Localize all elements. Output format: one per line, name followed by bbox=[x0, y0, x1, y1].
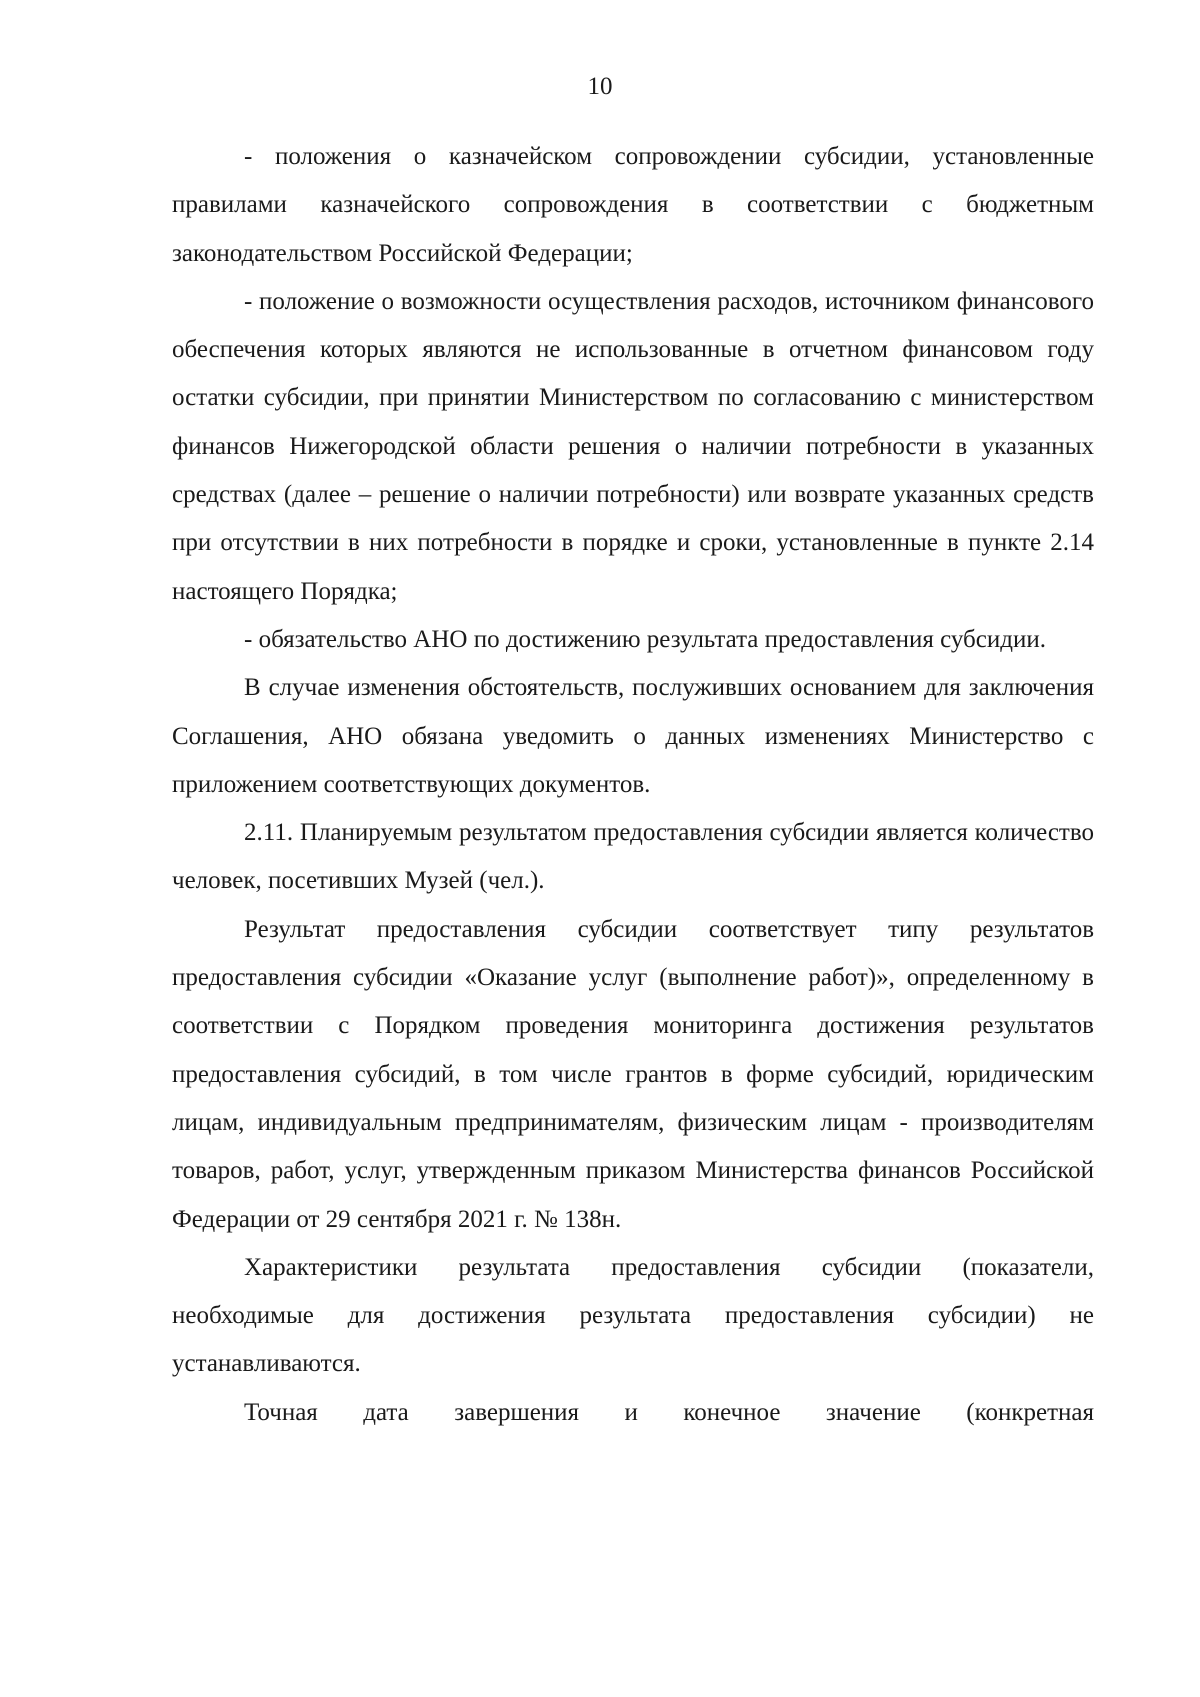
paragraph-planned-result: 2.11. Планируемым результатом предоставления субсидии является количество человек, посетивших Музей (чел.). bbox=[172, 819, 1094, 895]
paragraph-treasury-support: - положения о казначейском сопровождении субсидии, установленные правилами казначейского сопровождения в соответствии с бюджетным законодательством Российской Федерации; bbox=[172, 143, 1094, 267]
document-body bbox=[172, 133, 1094, 1437]
paragraph-result-characteristics: Характеристики результата предоставления субсидии (показатели, необходимые для достижения результата предоставления субсидии) не устанавливаются. bbox=[172, 1253, 1094, 1378]
paragraph-result-type: Результат предоставления субсидии соответствует типу результатов предоставления субсидии «Оказание услуг (выполнение работ)», определенному в соответствии с Порядком проведения мониторинга достижения результатов предоставления субсидий, в том числе грантов в форме субсидий, юридическим лицам, индивидуальным предпринимателям, физическим лицам - производителям товаров, работ, услуг, утвержденным приказом Министерства финансов Российской Федерации от 29 сентября 2021 г. № 138н. bbox=[172, 915, 1094, 1233]
paragraph-completion-date: Точная дата завершения и конечное значение (конкретная bbox=[244, 1398, 1094, 1426]
paragraph-ano-obligation: - обязательство АНО по достижению результата предоставления субсидии. bbox=[244, 625, 1046, 653]
paragraph-unused-balances: - положение о возможности осуществления расходов, источником финансового обеспечения которых являются не использованные в отчетном финансовом году остатки субсидии, при принятии Министерством по согласованию с министерством финансов Нижегородской области решения о наличии потребности в указанных средствах (далее – решение о наличии потребности) или возврате указанных средств при отсутствии в них потребности в порядке и сроки, установленные в пункте 2.14 настоящего Порядка; bbox=[172, 287, 1094, 605]
paragraph-change-notice: В случае изменения обстоятельств, послуживших основанием для заключения Соглашения, АНО обязана уведомить о данных изменениях Министерство с приложением соответствующих документов. bbox=[172, 674, 1094, 798]
page-number: 10 bbox=[587, 73, 613, 100]
